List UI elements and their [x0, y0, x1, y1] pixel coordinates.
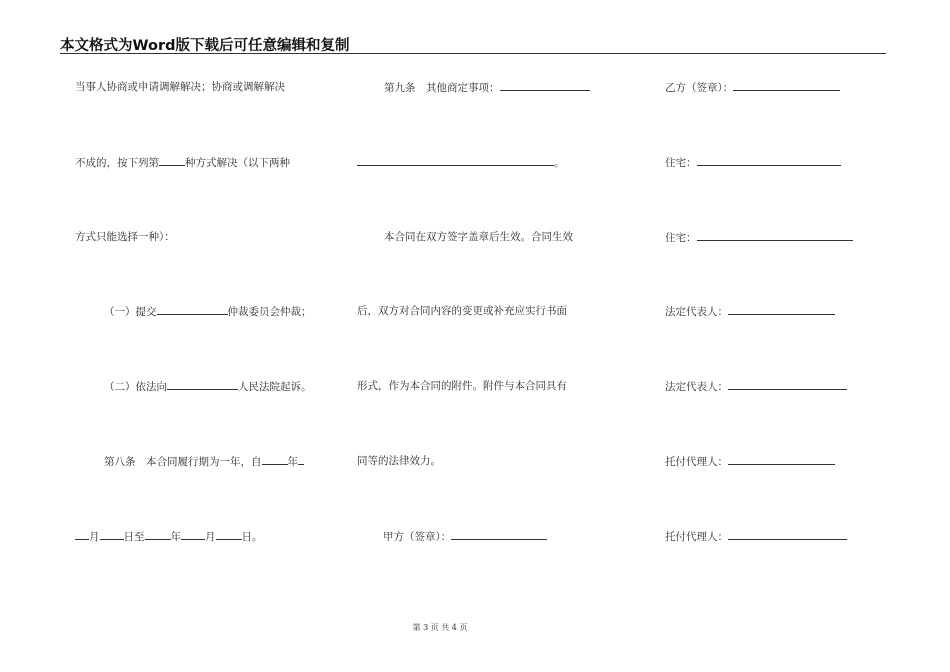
page-number: 第 3 页 共 4 页: [412, 623, 468, 632]
col2-line-3: [384, 230, 573, 244]
text: 人民法院起诉。: [238, 381, 312, 393]
blank-field[interactable]: [728, 304, 835, 315]
col2-line-7: [383, 529, 547, 544]
blank-field[interactable]: [216, 529, 242, 540]
col3-line-3: [665, 230, 853, 245]
text: 当事人协商或申请调解解决；协商或调解解决: [75, 81, 285, 93]
text: 仲裁委员会仲裁；: [227, 306, 312, 318]
text: 甲方（签章）：: [383, 531, 452, 543]
blank-field[interactable]: [733, 80, 840, 91]
text: 年: [170, 531, 181, 543]
text: 住宅：: [665, 157, 697, 169]
text: 法定代表人：: [665, 381, 728, 393]
blank-field[interactable]: [145, 529, 171, 540]
col2-line-6: [357, 454, 441, 468]
header-divider: [60, 53, 886, 54]
blank-field[interactable]: [697, 230, 853, 241]
text: 方式只能选择一种）：: [75, 231, 175, 243]
text: 日至: [123, 531, 145, 543]
text: 托付代理人：: [665, 456, 728, 468]
text: 。: [554, 157, 565, 169]
col3-line-2: [665, 155, 841, 170]
col1-line-7: [75, 529, 263, 544]
text: 月: [89, 531, 100, 543]
text: 形式，作为本合同的附件。附件与本合同具有: [357, 380, 567, 392]
col2-line-2: [357, 155, 565, 170]
col3-line-5: [665, 379, 847, 394]
col1-line-1: [75, 80, 285, 94]
col3-line-4: [665, 304, 835, 319]
col3-line-1: [665, 80, 840, 95]
blank-field[interactable]: [167, 379, 238, 390]
col1-line-2: [75, 155, 290, 170]
text: （二）依法向: [104, 381, 167, 393]
text: 不成的，按下列第: [75, 157, 159, 169]
text: （一）提交: [104, 306, 157, 318]
text: 同等的法律效力。: [357, 455, 441, 467]
text: 托付代理人：: [665, 531, 728, 543]
text: 本合同在双方签字盖章后生效。合同生效: [384, 231, 573, 243]
col2-line-5: [357, 379, 567, 393]
document-header-title: 本文格式为Word版下载后可任意编辑和复制: [60, 38, 350, 54]
blank-field[interactable]: [697, 155, 841, 166]
text: 住宅：: [665, 232, 697, 244]
blank-field[interactable]: [262, 454, 288, 465]
blank-field[interactable]: [500, 80, 590, 91]
col2-line-1: [384, 80, 590, 95]
text: 第八条 本合同履行期为一年，自: [104, 456, 262, 468]
blank-field[interactable]: [159, 155, 185, 166]
text: 乙方（签章）：: [665, 82, 734, 94]
col1-line-6: [104, 454, 304, 469]
blank-field[interactable]: [157, 304, 228, 315]
col3-line-6: [665, 454, 835, 469]
blank-field[interactable]: [100, 529, 124, 540]
blank-field[interactable]: [728, 454, 835, 465]
blank-field[interactable]: [728, 379, 847, 390]
col3-line-7: [665, 529, 847, 544]
blank-field[interactable]: [75, 529, 89, 540]
blank-field[interactable]: [728, 529, 847, 540]
text: 年: [287, 456, 298, 468]
blank-field[interactable]: [298, 454, 304, 465]
col1-line-4: [104, 304, 312, 319]
text: 法定代表人：: [665, 306, 728, 318]
col2-line-4: [357, 304, 567, 318]
text: 日。: [241, 531, 263, 543]
blank-field[interactable]: [357, 155, 554, 166]
text: 第九条 其他商定事项：: [384, 82, 500, 94]
blank-field[interactable]: [451, 529, 547, 540]
text: 月: [205, 531, 216, 543]
text: 后，双方对合同内容的变更或补充应实行书面: [357, 305, 567, 317]
col1-line-5: [104, 379, 312, 394]
blank-field[interactable]: [181, 529, 205, 540]
col1-line-3: [75, 230, 175, 244]
text: 种方式解决（以下两种: [185, 157, 290, 169]
